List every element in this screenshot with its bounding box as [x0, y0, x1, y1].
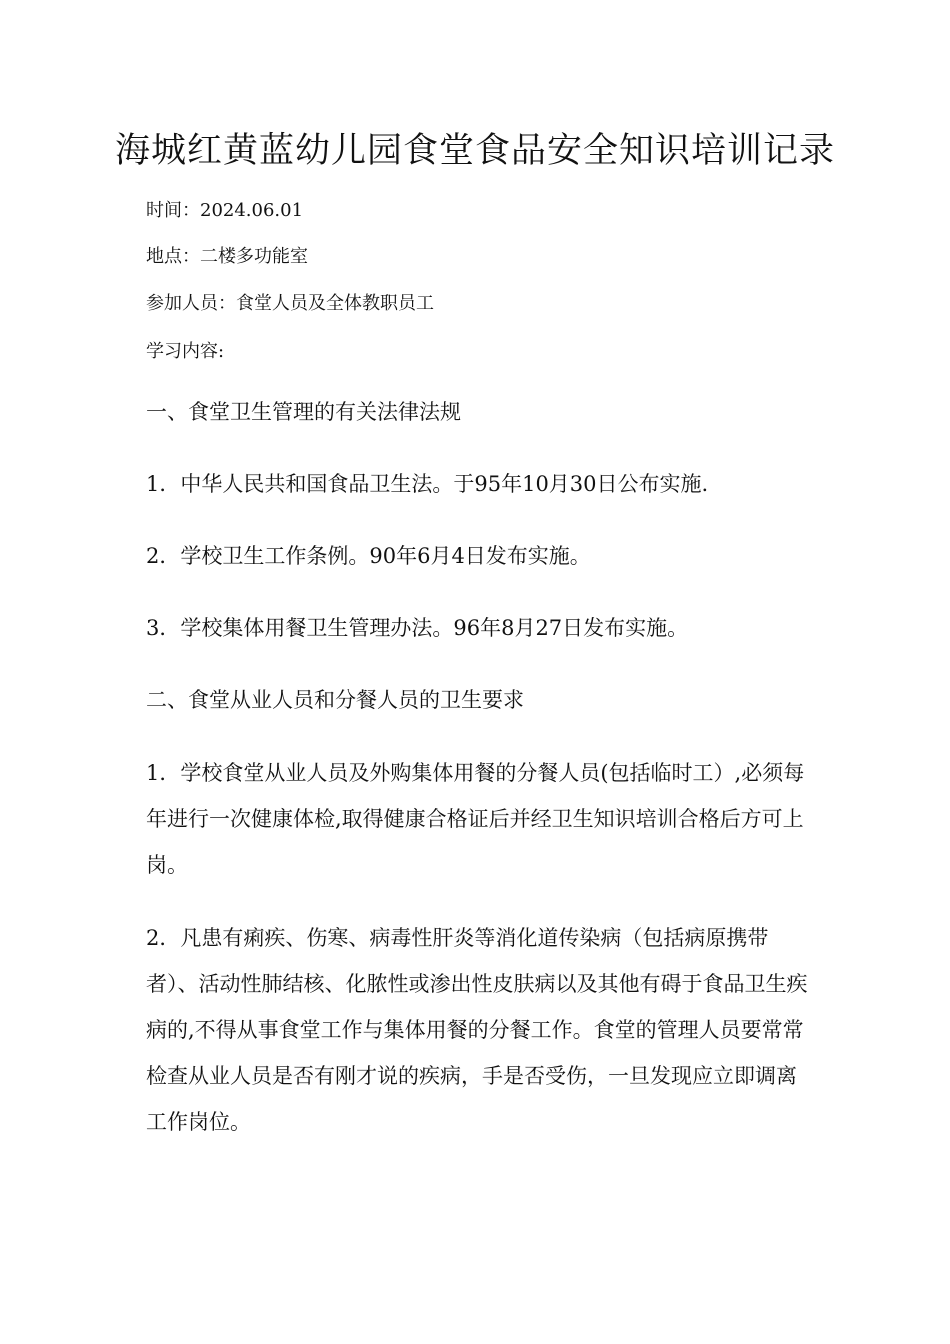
section-2-heading: 二、食堂从业人员和分餐人员的卫生要求 — [146, 688, 524, 712]
meta-location: 地点：二楼多功能室 — [146, 246, 308, 267]
section-1-item-3: 3．学校集体用餐卫生管理办法。96年8月27日发布实施。 — [146, 616, 689, 640]
section-1-heading: 一、食堂卫生管理的有关法律法规 — [146, 400, 461, 424]
meta-content-label: 学习内容: — [146, 341, 225, 362]
document-title: 海城红黄蓝幼儿园食堂食品安全知识培训记录 — [114, 131, 835, 171]
meta-time: 时间：2024.06.01 — [146, 200, 304, 221]
section-1-item-1: 1．中华人民共和国食品卫生法。于95年10月30日公布实施. — [146, 472, 709, 496]
meta-participants: 参加人员：食堂人员及全体教职员工 — [146, 293, 434, 314]
section-2-item-1: 1．学校食堂从业人员及外购集体用餐的分餐人员(包括临时工）,必须每年进行一次健康体检,取得健康合格证后并经卫生知识培训合格后方可上岗。 — [146, 761, 805, 877]
section-2-item-2: 2．凡患有痢疾、伤寒、病毒性肝炎等消化道传染病（包括病原携带者）、活动性肺结核、化脓性或渗出性皮肤病以及其他有碍于食品卫生疾病的,不得从事食堂工作与集体用餐的分餐工作。食堂的管理人员要常常检查从业人员是否有刚才说的疾病，手是否受伤，一旦发现应立即调离工作岗位。 — [146, 926, 808, 1134]
section-1-item-2: 2．学校卫生工作条例。90年6月4日发布实施。 — [146, 544, 591, 568]
